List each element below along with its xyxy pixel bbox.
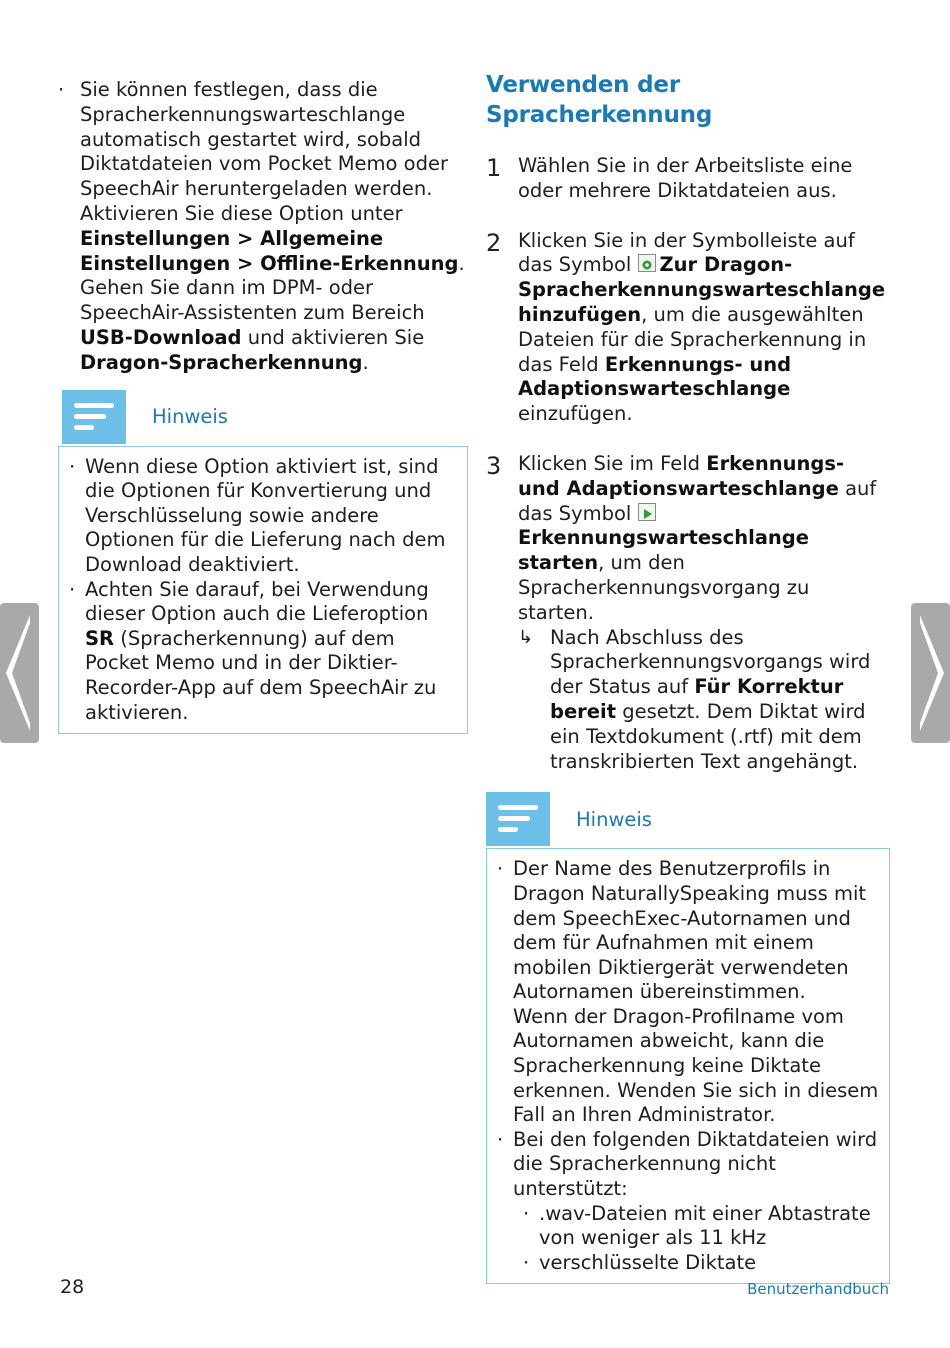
bullet-dot: ·: [523, 1201, 530, 1225]
next-page-button[interactable]: [911, 603, 950, 743]
note-bullet: [497, 1128, 879, 1202]
sub-bullet-text: verschlüsselte Diktate: [539, 1250, 757, 1274]
step-text: [518, 452, 890, 626]
status-term: Für Korrektur bereit: [550, 675, 844, 723]
offline-recognition-bullet: [58, 78, 468, 376]
text-segment: auf das Symbol: [518, 476, 877, 525]
note-header: [486, 792, 890, 846]
dragon-add-queue-icon: [638, 254, 656, 272]
step-3: [486, 452, 890, 626]
note-bullet-text: Bei den folgenden Diktatdateien wird die Spracherkennung nicht unterstützt:: [513, 1127, 878, 1201]
text-segment: und aktivieren Sie: [241, 325, 425, 349]
text-segment: , um den Spracherkennungsvorgang zu starten.: [518, 551, 810, 624]
note-bullet: [497, 857, 879, 1128]
bullet-dot: ·: [523, 1250, 530, 1274]
left-column: [58, 78, 468, 734]
text-segment: Klicken Sie in der Symbolleiste auf das Symbol: [518, 228, 855, 277]
queue-field-name: Erkennungs- und Adaptionswarteschlange: [518, 451, 845, 500]
chevron-left-icon: [0, 603, 39, 743]
result-arrow-icon: ↳: [518, 626, 534, 648]
play-queue-icon: [638, 503, 656, 521]
section-heading: Verwenden der Spracherkennung: [486, 72, 713, 128]
right-column: [486, 66, 890, 1284]
note-left: [58, 390, 468, 735]
note-box: [486, 848, 890, 1284]
note-box: [58, 446, 468, 735]
bullet-text: [80, 78, 468, 376]
text-segment: gesetzt. Dem Diktat wird ein Textdokument (.rtf) mit dem transkribierten Text angehängt.: [550, 699, 866, 773]
queue-field-name: Erkennungs- und Adaptionswarteschlange: [518, 352, 792, 401]
note-lines-icon: [62, 390, 126, 444]
bullet-dot: ·: [69, 577, 76, 601]
step-number: 2: [486, 228, 502, 257]
settings-path: Einstellungen > Allgemeine Einstellungen > Offline-Erkennung: [80, 226, 459, 275]
text-segment: Der Name des Benutzerprofils in Dragon NaturallySpeaking muss mit dem SpeechExec-Autornamen und dem für Aufnahmen mit einem mobilen Diktiergerät verwendeten Autornamen übereinstimmen.: [513, 857, 867, 1004]
note-bullet-text: [513, 857, 879, 1128]
note-lines-icon: [486, 792, 550, 846]
note-bullet-text: Wenn diese Option aktiviert ist, sind die Optionen für Konvertierung und Verschlüsselung sowie andere Optionen für die Lieferung nach dem Download deaktiviert.: [85, 454, 446, 576]
note-bullet: [69, 578, 457, 726]
spacer: [486, 626, 518, 775]
step-text: Wählen Sie in der Arbeitsliste eine oder mehrere Diktatdateien aus.: [518, 154, 853, 202]
bullet-dot: ·: [497, 857, 504, 881]
add-queue-command: Zur Dragon-Spracherkennungswarteschlange hinzufügen: [518, 253, 886, 326]
sr-term: SR: [85, 626, 115, 650]
text-segment: Nach Abschluss des Spracherkennungsvorgangs wird der Status auf: [550, 625, 871, 699]
note-title: Hinweis: [576, 807, 652, 831]
step-text: [518, 229, 890, 427]
note-header: [62, 390, 468, 444]
text-segment: (Spracherkennung) auf dem Pocket Memo und in der Diktier-Recorder-App auf dem SpeechAir zu aktivieren.: [85, 626, 437, 724]
note-right: [486, 792, 890, 1284]
text-segment: , um die ausgewählten Dateien für die Spracherkennung in das Feld: [518, 302, 867, 376]
text-segment: . Gehen Sie dann im DPM- oder SpeechAir-Assistenten zum Bereich: [80, 251, 465, 325]
step-2: [486, 229, 890, 427]
start-queue-command: Erkennungswarteschlange starten: [518, 526, 809, 575]
step-3-result: [486, 626, 890, 775]
text-segment: Achten Sie darauf, bei Verwendung dieser Option auch die Lieferoption: [85, 577, 429, 626]
previous-page-button[interactable]: [0, 603, 39, 743]
bullet-dot: ·: [69, 454, 76, 478]
chevron-right-icon: [911, 603, 950, 743]
text-segment: .: [362, 350, 369, 374]
usb-download-term: USB-Download: [80, 325, 242, 349]
result-text: [550, 626, 890, 775]
step-1: [486, 154, 890, 204]
note-bullet: [69, 455, 457, 578]
dragon-recognition-term: Dragon-Spracherkennung: [80, 350, 363, 374]
text-segment: Klicken Sie im Feld: [518, 451, 707, 475]
sub-bullet: [497, 1251, 879, 1276]
bullet-dot: ·: [58, 78, 65, 101]
note-title: Hinweis: [152, 405, 228, 429]
step-number: 3: [486, 451, 502, 480]
text-segment: einzufügen.: [518, 402, 633, 426]
bullet-dot: ·: [497, 1127, 504, 1151]
sub-bullet: [497, 1202, 879, 1251]
sub-bullet-text: .wav-Dateien mit einer Abtastrate von weniger als 11 kHz: [539, 1201, 871, 1250]
note-bullet-text: [85, 578, 457, 726]
page-number: 28: [60, 1276, 85, 1298]
text-segment: Wenn der Dragon-Profilname vom Autornamen abweicht, kann die Spracherkennung keine Diktate erkennen. Wenden Sie sich in diesem Fall an Ihren Administrator.: [513, 1004, 879, 1127]
footer-title: Benutzerhandbuch: [747, 1280, 889, 1298]
text-segment: Sie können festlegen, dass die Spracherkennungswarteschlange automatisch gestartet wird, sobald Diktatdateien vom Pocket Memo oder SpeechAir heruntergeladen werden. Aktivieren Sie diese Option unter: [80, 78, 448, 225]
step-number: 1: [486, 154, 502, 182]
